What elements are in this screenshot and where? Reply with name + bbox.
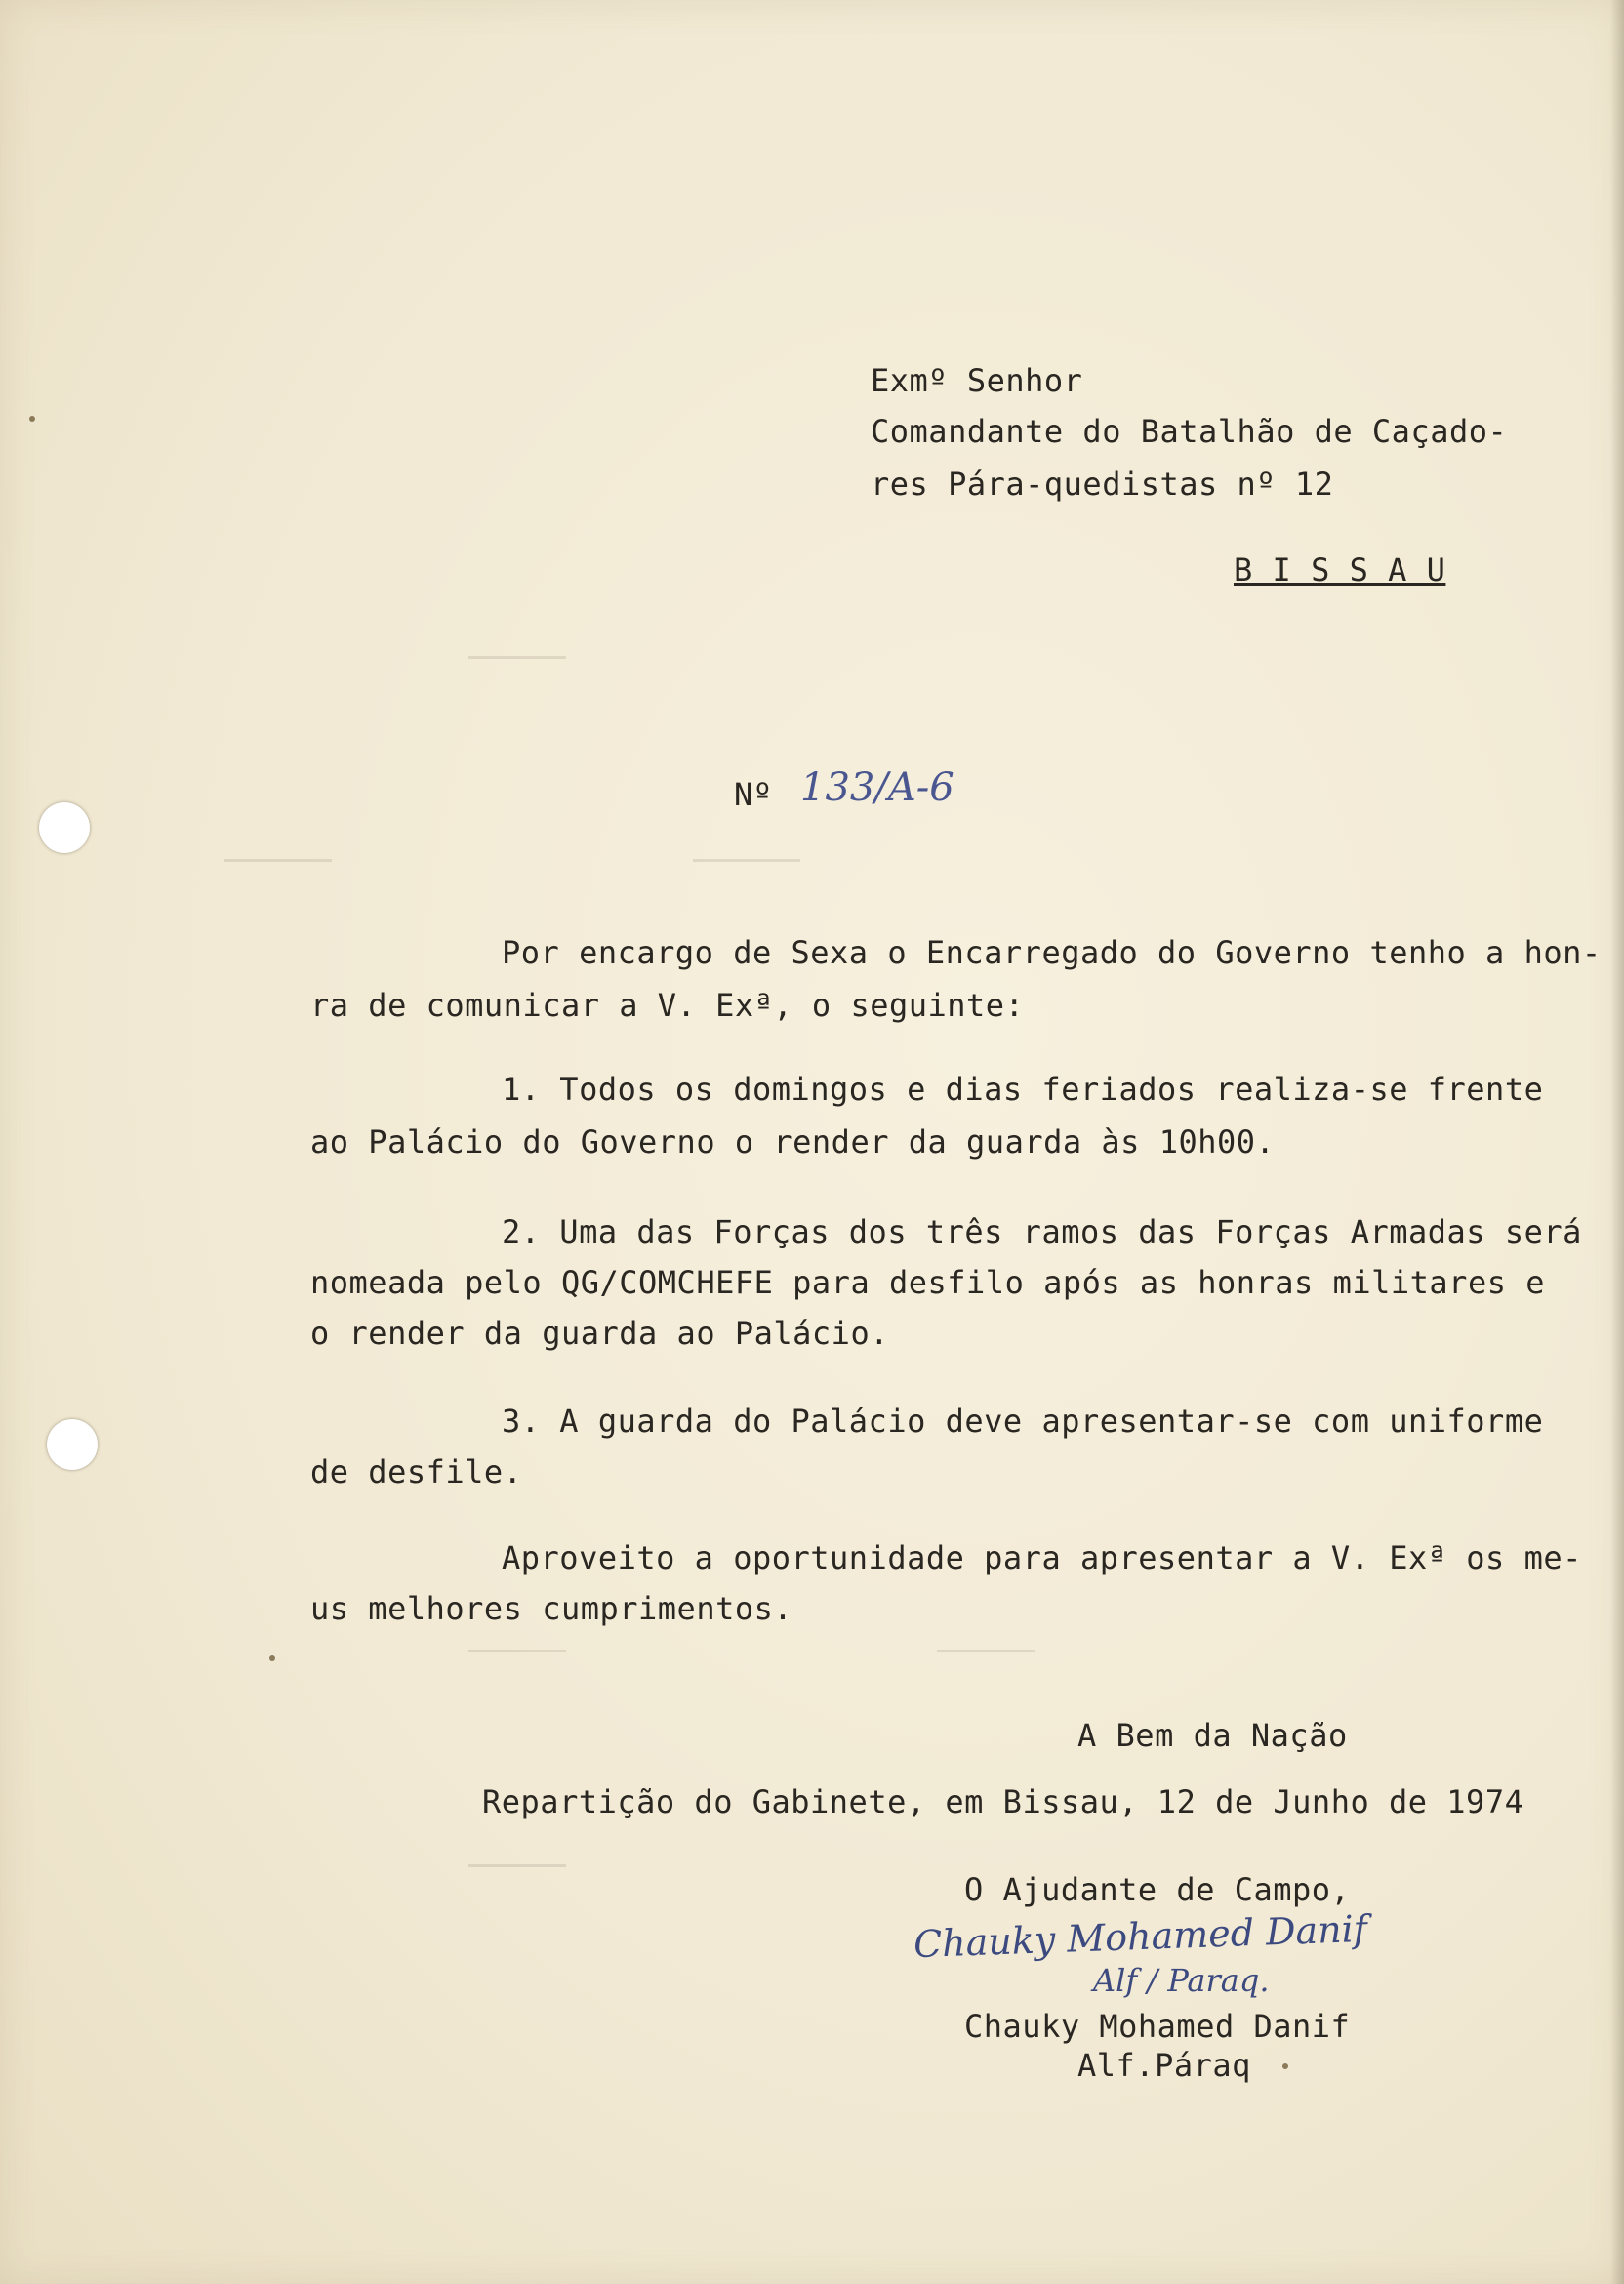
item-2-line-2: nomeada pelo QG/COMCHEFE para desfilo após as honras militares e (310, 1264, 1545, 1301)
item-3-line-1: 3. A guarda do Palácio deve apresentar-se com uniforme (502, 1403, 1544, 1440)
reference-label: Nº (734, 776, 773, 813)
paper-speck (269, 1655, 275, 1661)
punch-hole-top (39, 802, 90, 853)
show-through-mark (468, 1864, 566, 1867)
show-through-mark (468, 1650, 566, 1652)
punch-hole-bottom (47, 1419, 98, 1470)
addressee-line-3: res Pára-quedistas nº 12 (871, 466, 1334, 503)
signatory-role: O Ajudante de Campo, (964, 1871, 1351, 1908)
addressee-line-1: Exmº Senhor (871, 362, 1083, 399)
handwritten-signature: Chauky Mohamed Danif (913, 1906, 1368, 1967)
paper-speck (1282, 2063, 1288, 2069)
signatory-rank: Alf.Páraq (1077, 2047, 1251, 2084)
intro-line-1: Por encargo de Sexa o Encarregado do Governo tenho a hon- (502, 934, 1602, 971)
page-edge-shadow (1610, 0, 1624, 2284)
paper-speck (29, 416, 35, 422)
closing-line-2: us melhores cumprimentos. (310, 1590, 793, 1627)
show-through-mark (693, 859, 800, 862)
addressee-city: B I S S A U (1234, 551, 1446, 589)
show-through-mark (468, 656, 566, 659)
closing-line-1: Aproveito a oportunidade para apresentar a V. Exª os me- (502, 1539, 1582, 1576)
show-through-mark (224, 859, 332, 862)
item-1-line-2: ao Palácio do Governo o render da guarda às 10h00. (310, 1123, 1276, 1161)
signatory-name: Chauky Mohamed Danif (964, 2008, 1351, 2045)
item-3-line-2: de desfile. (310, 1453, 523, 1490)
place-and-date: Repartição do Gabinete, em Bissau, 12 de Junho de 1974 (482, 1783, 1524, 1820)
intro-line-2: ra de comunicar a V. Exª, o seguinte: (310, 987, 1025, 1024)
motto: A Bem da Nação (1077, 1717, 1348, 1754)
reference-number-handwritten: 133/A-6 (800, 765, 954, 810)
addressee-line-2: Comandante do Batalhão de Caçado- (871, 413, 1508, 450)
show-through-mark (937, 1650, 1035, 1652)
item-2-line-3: o render da guarda ao Palácio. (310, 1315, 889, 1352)
handwritten-signature-note: Alf / Paraq. (1093, 1962, 1270, 1999)
item-2-line-1: 2. Uma das Forças dos três ramos das Forças Armadas será (502, 1213, 1582, 1250)
item-1-line-1: 1. Todos os domingos e dias feriados realiza-se frente (502, 1071, 1544, 1108)
